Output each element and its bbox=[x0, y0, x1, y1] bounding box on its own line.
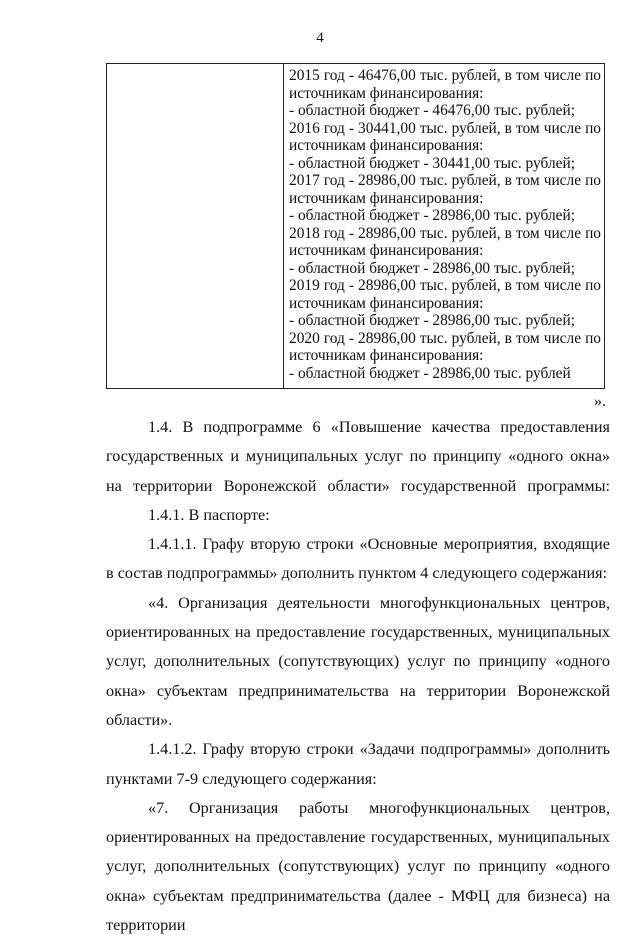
financing-line: - областной бюджет - 28986,00 тыс. рублей; bbox=[289, 312, 575, 329]
closing-quote: ». bbox=[594, 393, 606, 410]
paragraph: «7. Организация работы многофункциональных центров, ориентированных на предоставление государственных, муниципальных услуг, дополнительных (сопутствующих) услуг по принципу «одного окна» субъектам предпринимательства (далее - МФЦ для бизнеса) на территории bbox=[106, 798, 610, 935]
financing-line: 2015 год - 46476,00 тыс. рублей, в том числе по bbox=[289, 67, 601, 84]
financing-line: источникам финансирования: bbox=[289, 137, 484, 154]
financing-line: - областной бюджет - 28986,00 тыс. рублей bbox=[289, 364, 571, 382]
financing-table bbox=[106, 63, 605, 389]
financing-line: 2017 год - 28986,00 тыс. рублей, в том числе по bbox=[289, 172, 601, 189]
financing-line: источникам финансирования: bbox=[289, 242, 484, 259]
financing-line: 2016 год - 30441,00 тыс. рублей, в том числе по bbox=[289, 119, 601, 137]
financing-line: источникам финансирования: bbox=[289, 294, 484, 312]
paragraph: «4. Организация деятельности многофункциональных центров, ориентированных на предоставление государственных, муниципальных услуг, дополнительных (сопутствующих) услуг по принципу «одного окна» субъектам предпринимательства на территории Воронежской области». bbox=[106, 593, 610, 729]
table-right-cell bbox=[284, 64, 604, 388]
financing-line: - областной бюджет - 28986,00 тыс. рублей; bbox=[289, 207, 575, 224]
financing-line: 2020 год - 28986,00 тыс. рублей, в том числе по bbox=[289, 329, 601, 347]
page-number: 4 bbox=[316, 30, 324, 46]
paragraph: 1.4.1. В паспорте: bbox=[148, 505, 270, 524]
financing-line: источникам финансирования: bbox=[289, 347, 484, 364]
document-body bbox=[106, 413, 610, 940]
paragraph: 1.4.1.2. Графу вторую строки «Задачи подпрограммы» дополнить пунктами 7-9 следующего содержания: bbox=[106, 740, 610, 788]
financing-line: 2019 год - 28986,00 тыс. рублей, в том числе по bbox=[289, 277, 601, 294]
paragraph: 1.4. В подпрограмме 6 «Повышение качества предоставления государственных и муниципальных услуг по принципу «одного окна» на территории Воронежской области» государственной программы: bbox=[106, 418, 610, 495]
financing-line: - областной бюджет - 46476,00 тыс. рублей; bbox=[289, 102, 575, 119]
paragraph: 1.4.1.1. Графу вторую строки «Основные мероприятия, входящие в состав подпрограммы» дополнить пунктом 4 следующего содержания: bbox=[106, 535, 610, 583]
financing-line: источникам финансирования: bbox=[289, 84, 484, 102]
financing-line: 2018 год - 28986,00 тыс. рублей, в том числе по bbox=[289, 224, 601, 242]
financing-line: - областной бюджет - 28986,00 тыс. рублей; bbox=[289, 259, 575, 277]
table-left-cell bbox=[107, 64, 284, 388]
financing-line: - областной бюджет - 30441,00 тыс. рублей; bbox=[289, 154, 575, 172]
financing-line: источникам финансирования: bbox=[289, 189, 484, 207]
